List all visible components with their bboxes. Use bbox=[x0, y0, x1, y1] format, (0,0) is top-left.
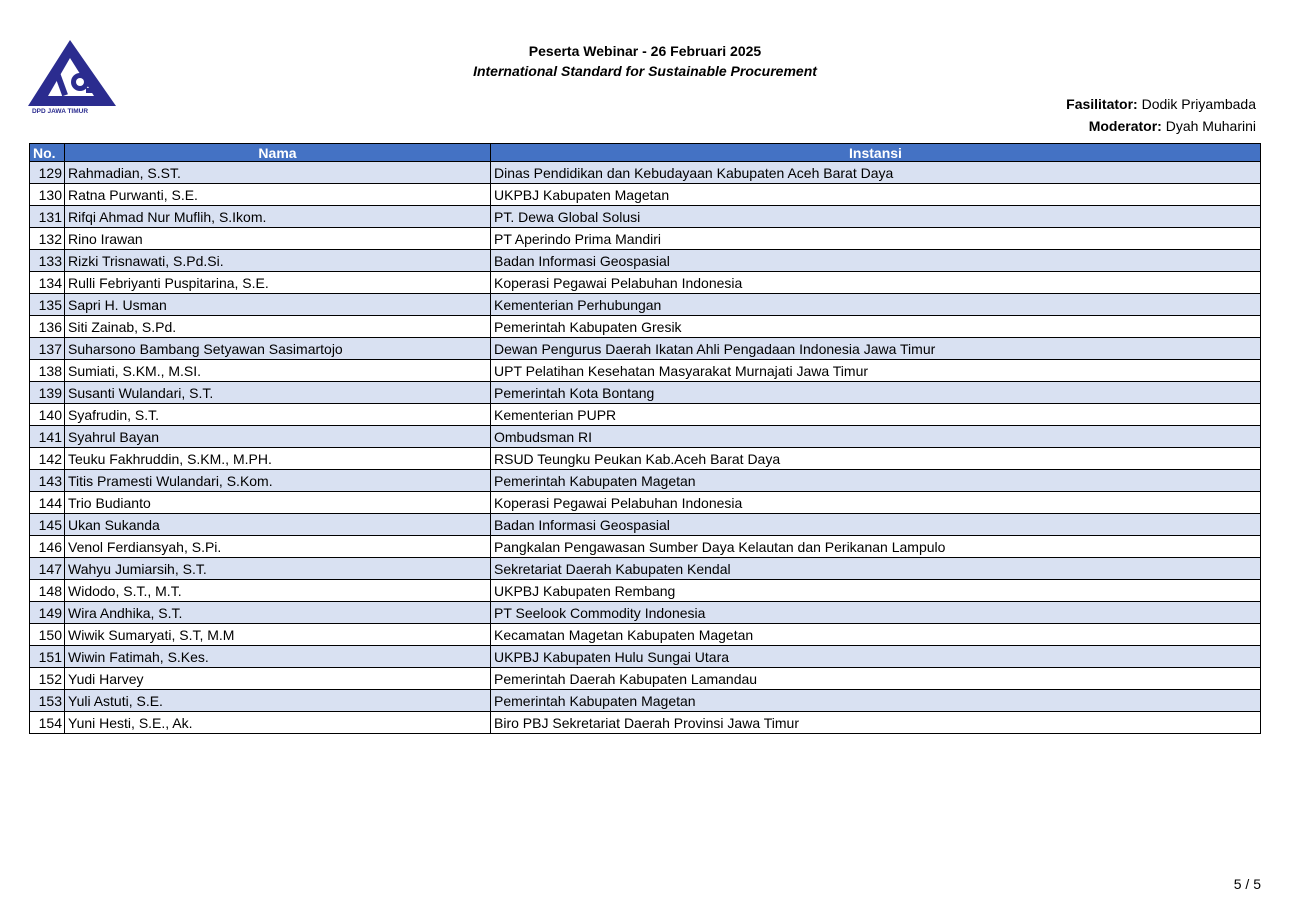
cell-instansi: Pangkalan Pengawasan Sumber Daya Kelautan dan Perikanan Lampulo bbox=[491, 536, 1261, 558]
cell-nama: Yudi Harvey bbox=[65, 668, 491, 690]
table-row bbox=[30, 580, 1261, 602]
cell-instansi: UKPBJ Kabupaten Rembang bbox=[491, 580, 1261, 602]
cell-instansi: PT Seelook Commodity Indonesia bbox=[491, 602, 1261, 624]
table-row bbox=[30, 404, 1261, 426]
cell-no: 147 bbox=[30, 558, 65, 580]
cell-nama: Yuli Astuti, S.E. bbox=[65, 690, 491, 712]
cell-nama: Wiwin Fatimah, S.Kes. bbox=[65, 646, 491, 668]
cell-nama: Rulli Febriyanti Puspitarina, S.E. bbox=[65, 272, 491, 294]
table-row bbox=[30, 228, 1261, 250]
cell-instansi: Badan Informasi Geospasial bbox=[491, 250, 1261, 272]
table-row bbox=[30, 272, 1261, 294]
cell-instansi: Sekretariat Daerah Kabupaten Kendal bbox=[491, 558, 1261, 580]
table-row bbox=[30, 360, 1261, 382]
cell-nama: Suharsono Bambang Setyawan Sasimartojo bbox=[65, 338, 491, 360]
table-row bbox=[30, 712, 1261, 734]
cell-instansi: UKPBJ Kabupaten Hulu Sungai Utara bbox=[491, 646, 1261, 668]
cell-no: 154 bbox=[30, 712, 65, 734]
table-row bbox=[30, 426, 1261, 448]
cell-instansi: Kementerian Perhubungan bbox=[491, 294, 1261, 316]
cell-nama: Rino Irawan bbox=[65, 228, 491, 250]
cell-no: 152 bbox=[30, 668, 65, 690]
cell-nama: Syafrudin, S.T. bbox=[65, 404, 491, 426]
cell-nama: Wiwik Sumaryati, S.T, M.M bbox=[65, 624, 491, 646]
cell-no: 144 bbox=[30, 492, 65, 514]
table-header-row bbox=[30, 144, 1261, 162]
cell-no: 145 bbox=[30, 514, 65, 536]
fasilitator-name: Dodik Priyambada bbox=[1141, 96, 1256, 112]
table-row bbox=[30, 668, 1261, 690]
table-row bbox=[30, 162, 1261, 184]
table-row bbox=[30, 184, 1261, 206]
cell-nama: Siti Zainab, S.Pd. bbox=[65, 316, 491, 338]
table-row bbox=[30, 690, 1261, 712]
document-title: Peserta Webinar - 26 Februari 2025 bbox=[528, 43, 762, 59]
cell-nama: Venol Ferdiansyah, S.Pi. bbox=[65, 536, 491, 558]
table-row bbox=[30, 206, 1261, 228]
cell-no: 150 bbox=[30, 624, 65, 646]
page-number: 5 / 5 bbox=[1233, 876, 1261, 892]
cell-nama: Susanti Wulandari, S.T. bbox=[65, 382, 491, 404]
cell-no: 136 bbox=[30, 316, 65, 338]
cell-instansi: UPT Pelatihan Kesehatan Masyarakat Murnajati Jawa Timur bbox=[491, 360, 1261, 382]
cell-no: 130 bbox=[30, 184, 65, 206]
cell-no: 141 bbox=[30, 426, 65, 448]
cell-no: 138 bbox=[30, 360, 65, 382]
cell-nama: Ukan Sukanda bbox=[65, 514, 491, 536]
cell-instansi: RSUD Teungku Peukan Kab.Aceh Barat Daya bbox=[491, 448, 1261, 470]
cell-no: 131 bbox=[30, 206, 65, 228]
cell-instansi: Koperasi Pegawai Pelabuhan Indonesia bbox=[491, 272, 1261, 294]
cell-nama: Sapri H. Usman bbox=[65, 294, 491, 316]
table-row bbox=[30, 514, 1261, 536]
table-row bbox=[30, 624, 1261, 646]
table-row bbox=[30, 316, 1261, 338]
cell-nama: Rifqi Ahmad Nur Muflih, S.Ikom. bbox=[65, 206, 491, 228]
cell-no: 148 bbox=[30, 580, 65, 602]
cell-nama: Trio Budianto bbox=[65, 492, 491, 514]
moderator-name: Dyah Muharini bbox=[1165, 118, 1256, 134]
table-row bbox=[30, 250, 1261, 272]
cell-no: 149 bbox=[30, 602, 65, 624]
table-row bbox=[30, 470, 1261, 492]
cell-nama: Yuni Hesti, S.E., Ak. bbox=[65, 712, 491, 734]
column-header-instansi: Instansi bbox=[491, 144, 1261, 162]
cell-instansi: Koperasi Pegawai Pelabuhan Indonesia bbox=[491, 492, 1261, 514]
table-row bbox=[30, 338, 1261, 360]
moderator-line bbox=[1066, 115, 1256, 137]
cell-instansi: Pemerintah Daerah Kabupaten Lamandau bbox=[491, 668, 1261, 690]
cell-nama: Titis Pramesti Wulandari, S.Kom. bbox=[65, 470, 491, 492]
moderator-label: Moderator: bbox=[1088, 118, 1162, 134]
participants-table bbox=[29, 143, 1261, 734]
cell-nama: Syahrul Bayan bbox=[65, 426, 491, 448]
cell-instansi: Dewan Pengurus Daerah Ikatan Ahli Pengadaan Indonesia Jawa Timur bbox=[491, 338, 1261, 360]
cell-no: 133 bbox=[30, 250, 65, 272]
facilitator-block bbox=[1066, 93, 1256, 137]
cell-nama: Teuku Fakhruddin, S.KM., M.PH. bbox=[65, 448, 491, 470]
cell-instansi: Pemerintah Kabupaten Magetan bbox=[491, 690, 1261, 712]
cell-nama: Widodo, S.T., M.T. bbox=[65, 580, 491, 602]
cell-no: 129 bbox=[30, 162, 65, 184]
column-header-nama: Nama bbox=[65, 144, 491, 162]
table-row bbox=[30, 382, 1261, 404]
fasilitator-line bbox=[1066, 93, 1256, 115]
cell-instansi: Pemerintah Kota Bontang bbox=[491, 382, 1261, 404]
fasilitator-label: Fasilitator: bbox=[1066, 96, 1138, 112]
cell-no: 140 bbox=[30, 404, 65, 426]
cell-no: 143 bbox=[30, 470, 65, 492]
cell-nama: Wahyu Jumiarsih, S.T. bbox=[65, 558, 491, 580]
cell-nama: Sumiati, S.KM., M.SI. bbox=[65, 360, 491, 382]
cell-no: 134 bbox=[30, 272, 65, 294]
cell-instansi: Badan Informasi Geospasial bbox=[491, 514, 1261, 536]
cell-instansi: PT. Dewa Global Solusi bbox=[491, 206, 1261, 228]
cell-nama: Rizki Trisnawati, S.Pd.Si. bbox=[65, 250, 491, 272]
table-row bbox=[30, 602, 1261, 624]
cell-no: 151 bbox=[30, 646, 65, 668]
table-row bbox=[30, 536, 1261, 558]
cell-instansi: Kementerian PUPR bbox=[491, 404, 1261, 426]
cell-instansi: PT Aperindo Prima Mandiri bbox=[491, 228, 1261, 250]
table-row bbox=[30, 558, 1261, 580]
cell-no: 132 bbox=[30, 228, 65, 250]
cell-instansi: Kecamatan Magetan Kabupaten Magetan bbox=[491, 624, 1261, 646]
cell-nama: Rahmadian, S.ST. bbox=[65, 162, 491, 184]
cell-no: 146 bbox=[30, 536, 65, 558]
table-row bbox=[30, 492, 1261, 514]
table-row bbox=[30, 294, 1261, 316]
document-heading bbox=[0, 42, 1290, 82]
column-header-no: No. bbox=[30, 144, 65, 162]
cell-no: 142 bbox=[30, 448, 65, 470]
table-row bbox=[30, 448, 1261, 470]
cell-no: 135 bbox=[30, 294, 65, 316]
cell-instansi: UKPBJ Kabupaten Magetan bbox=[491, 184, 1261, 206]
cell-no: 153 bbox=[30, 690, 65, 712]
cell-instansi: Pemerintah Kabupaten Gresik bbox=[491, 316, 1261, 338]
cell-nama: Wira Andhika, S.T. bbox=[65, 602, 491, 624]
logo-caption: DPD JAWA TIMUR bbox=[31, 108, 89, 115]
cell-instansi: Ombudsman RI bbox=[491, 426, 1261, 448]
document-subtitle: International Standard for Sustainable Procurement bbox=[473, 63, 817, 79]
cell-instansi: Pemerintah Kabupaten Magetan bbox=[491, 470, 1261, 492]
cell-no: 139 bbox=[30, 382, 65, 404]
cell-instansi: Dinas Pendidikan dan Kebudayaan Kabupaten Aceh Barat Daya bbox=[491, 162, 1261, 184]
cell-instansi: Biro PBJ Sekretariat Daerah Provinsi Jawa Timur bbox=[491, 712, 1261, 734]
table-row bbox=[30, 646, 1261, 668]
cell-nama: Ratna Purwanti, S.E. bbox=[65, 184, 491, 206]
cell-no: 137 bbox=[30, 338, 65, 360]
